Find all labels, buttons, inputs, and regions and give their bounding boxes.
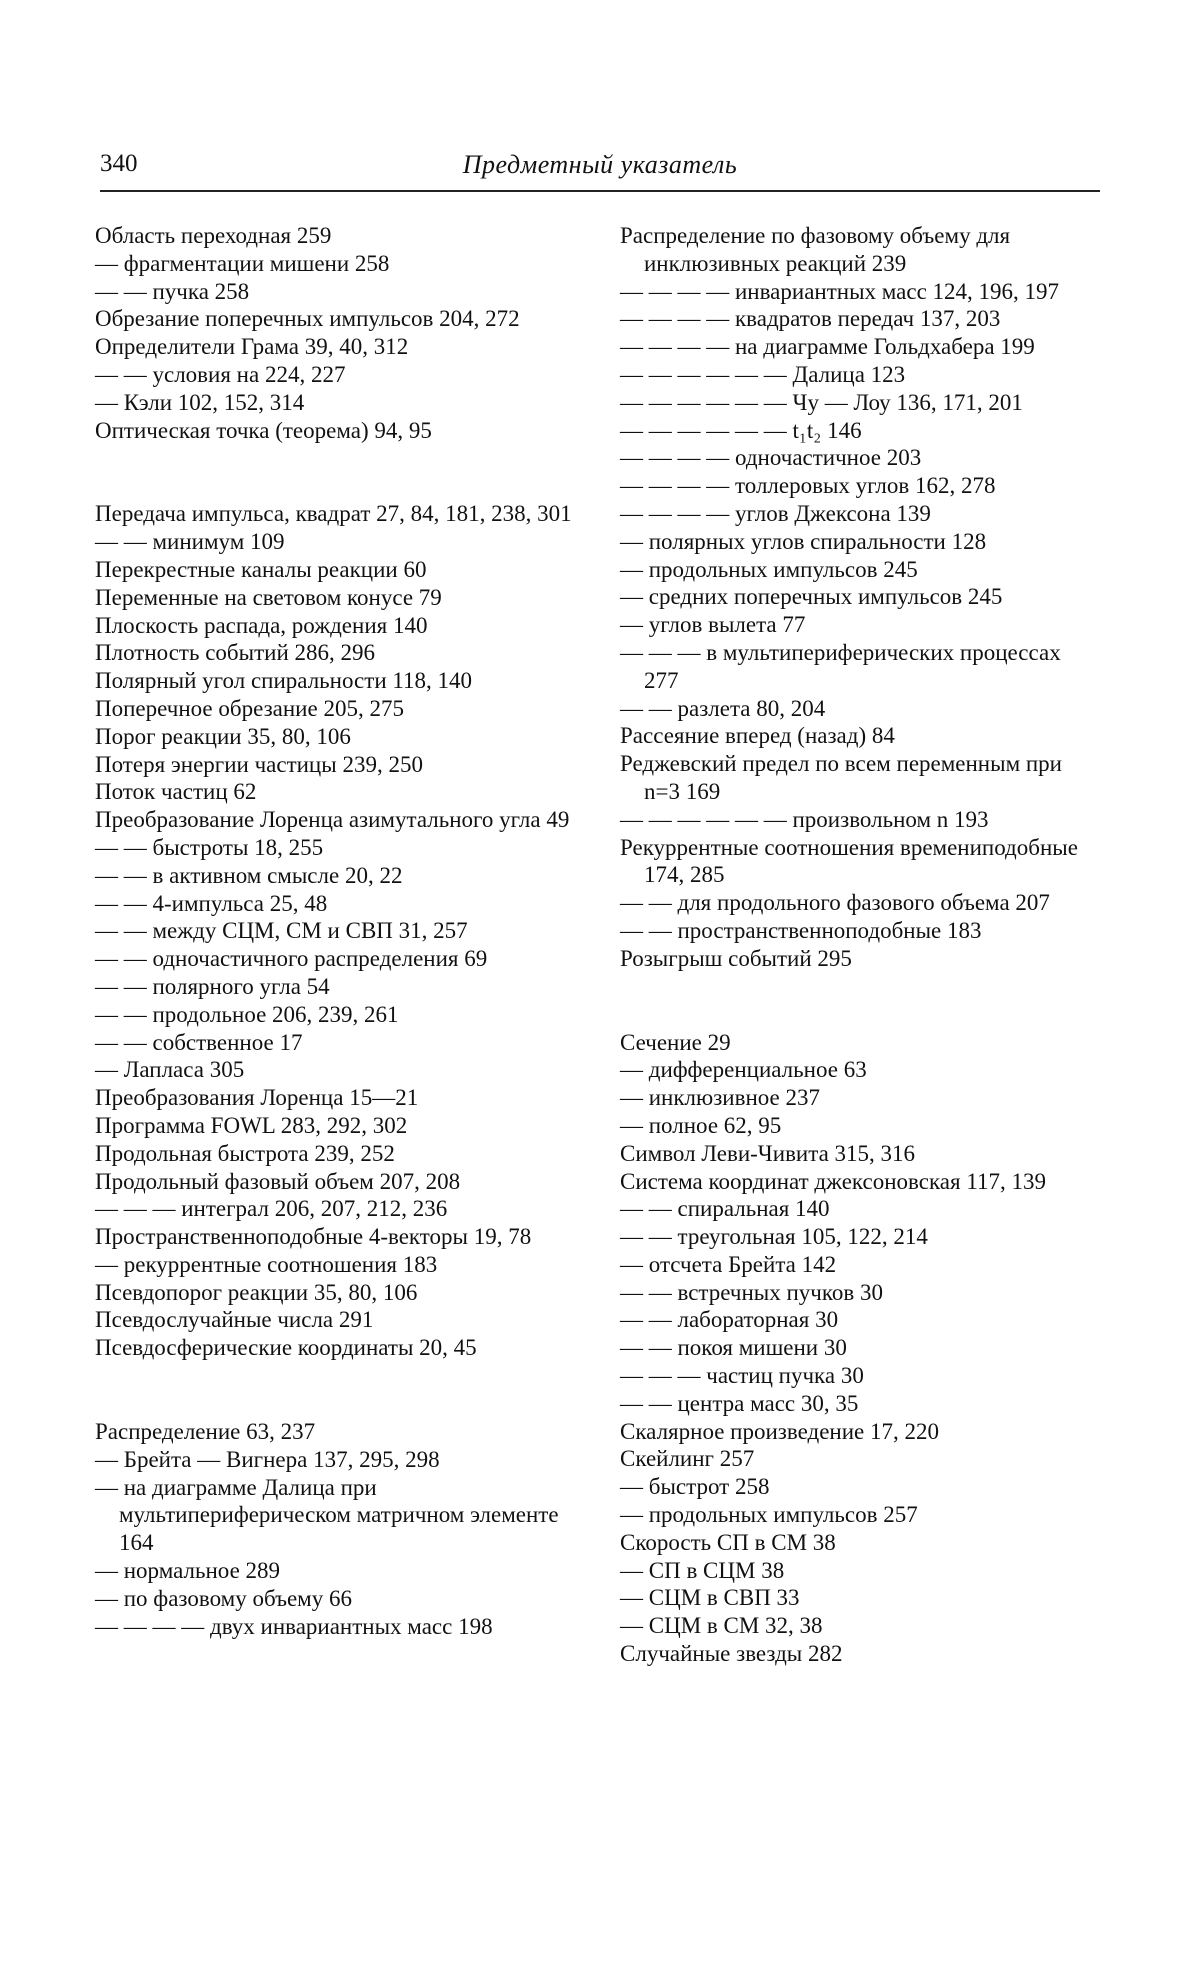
index-entry: — продольных импульсов 257 <box>620 1502 918 1528</box>
index-entry: — — продольное 206, 239, 261 <box>95 1001 399 1027</box>
index-entry: Преобразования Лоренца 15—21 <box>95 1085 419 1111</box>
index-entry: — — пучка 258 <box>95 278 250 304</box>
index-entry: — — — — — — произвольном n 193 <box>620 806 989 832</box>
index-entry: Скалярное произведение 17, 220 <box>620 1418 940 1444</box>
index-entry: Распределение по фазовому объему для инклюзивных реакций 239 <box>620 223 1011 276</box>
index-entry: — — спиральная 140 <box>620 1196 830 1222</box>
index-entry: Область переходная 259 <box>95 223 332 248</box>
index-entry: Поток частиц 62 <box>95 779 257 805</box>
index-entry: — — — — — — t₁t₂ 146 <box>620 417 862 443</box>
index-entry: Скорость СП в СМ 38 <box>620 1529 836 1555</box>
index-entry: — инклюзивное 237 <box>620 1085 821 1111</box>
letter-section-gap <box>95 444 575 500</box>
index-entry: Потеря энергии частицы 239, 250 <box>95 751 423 777</box>
index-entry: — средних поперечных импульсов 245 <box>620 584 1003 610</box>
index-entry: Случайные звезды 282 <box>620 1641 843 1667</box>
index-entry: — — — частиц пучка 30 <box>620 1363 864 1389</box>
index-entry: — — в активном смысле 20, 22 <box>95 862 403 888</box>
index-entry: Сечение 29 <box>620 1029 731 1055</box>
index-entry: Плоскость распада, рождения 140 <box>95 612 428 638</box>
index-entry: — — — — инвариантных масс 124, 196, 197 <box>620 278 1060 304</box>
index-entry: — отсчета Брейта 142 <box>620 1251 837 1277</box>
index-entry: — дифференциальное 63 <box>620 1057 867 1083</box>
index-entry: — — одночастичного распределения 69 <box>95 946 488 972</box>
index-entry: — — между СЦМ, СМ и СВП 31, 257 <box>95 918 468 944</box>
index-entry: — по фазовому объему 66 <box>95 1585 352 1611</box>
header-rule <box>100 190 1100 192</box>
index-entry: — — — — на диаграмме Гольдхабера 199 <box>620 334 1035 360</box>
index-entry: Перекрестные каналы реакции 60 <box>95 556 427 582</box>
index-entry: — быстрот 258 <box>620 1474 770 1500</box>
index-entry: — СП в СЦМ 38 <box>620 1557 785 1583</box>
index-entry: — — собственное 17 <box>95 1029 303 1055</box>
index-entry: Система координат джексоновская 117, 139 <box>620 1168 1046 1194</box>
index-entry: — Кэли 102, 152, 314 <box>95 389 305 415</box>
index-entry: — — — — одночастичное 203 <box>620 445 922 471</box>
index-entry: — Лапласа 305 <box>95 1057 245 1083</box>
index-entry: Псевдосферические координаты 20, 45 <box>95 1335 477 1361</box>
letter-section-gap <box>620 973 1100 1029</box>
index-entry: — — — интеграл 206, 207, 212, 236 <box>95 1196 448 1222</box>
index-entry: Пространственноподобные 4-векторы 19, 78 <box>95 1224 532 1250</box>
index-entry: — фрагментации мишени 258 <box>95 250 390 276</box>
index-entry: — нормальное 289 <box>95 1558 281 1584</box>
index-entry: Скейлинг 257 <box>620 1446 755 1472</box>
index-entry: — — — — квадратов передач 137, 203 <box>620 306 1001 332</box>
index-entry: — — разлета 80, 204 <box>620 695 826 721</box>
index-entry: — — полярного угла 54 <box>95 973 330 999</box>
index-entry: — — — — углов Джексона 139 <box>620 500 931 526</box>
index-entry: — — — — — — Чу — Лоу 136, 171, 201 <box>620 389 1023 415</box>
index-entry: Рекуррентные соотношения времениподобные 174, 285 <box>620 834 1078 888</box>
index-entry: — рекуррентные соотношения 183 <box>95 1251 438 1277</box>
index-entry: Преобразование Лоренца азимутального угла 49 <box>95 807 570 833</box>
page-number: 340 <box>100 150 138 177</box>
index-entry: Обрезание поперечных импульсов 204, 272 <box>95 306 520 332</box>
index-entry: Определители Грама 39, 40, 312 <box>95 334 409 360</box>
index-entry: — — — в мультипериферических процессах 277 <box>620 639 1061 693</box>
index-column-left <box>95 222 575 1640</box>
index-entry: Порог реакции 35, 80, 106 <box>95 723 351 749</box>
index-entry: — — быстроты 18, 255 <box>95 834 324 860</box>
index-entry: — СЦМ в СМ 32, 38 <box>620 1613 823 1639</box>
index-entry: Программа FOWL 283, 292, 302 <box>95 1112 408 1138</box>
index-entry: — — покоя мишени 30 <box>620 1335 847 1361</box>
index-entry: Символ Леви-Чивита 315, 316 <box>620 1140 916 1166</box>
index-entry: — — лабораторная 30 <box>620 1307 839 1333</box>
index-entry: — — — — двух инвариантных масс 198 <box>95 1613 493 1639</box>
index-entry: Оптическая точка (теорема) 94, 95 <box>95 417 432 443</box>
index-entry: — — встречных пучков 30 <box>620 1279 883 1305</box>
index-column-right <box>620 222 1100 1668</box>
index-entry: — — минимум 109 <box>95 529 285 555</box>
index-entry: — — условия на 224, 227 <box>95 361 346 387</box>
index-entry: — — — — толлеровых углов 162, 278 <box>620 473 996 499</box>
index-entry: — — треугольная 105, 122, 214 <box>620 1224 928 1250</box>
index-entry: — полное 62, 95 <box>620 1112 782 1138</box>
index-entry: Псевдослучайные числа 291 <box>95 1307 374 1333</box>
index-entry: — продольных импульсов 245 <box>620 556 918 582</box>
index-entry: Поперечное обрезание 205, 275 <box>95 695 404 721</box>
index-entry: — СЦМ в СВП 33 <box>620 1585 800 1611</box>
index-entry: — полярных углов спиральности 128 <box>620 528 987 554</box>
index-entry: Розыгрыш событий 295 <box>620 945 852 971</box>
index-entry: — — центра масс 30, 35 <box>620 1390 859 1416</box>
letter-section-gap <box>95 1362 575 1418</box>
index-entry: Реджевский предел по всем переменным при n=3 169 <box>620 751 1062 804</box>
page-header <box>100 150 1100 186</box>
index-entry: — — — — — — Далица 123 <box>620 361 906 387</box>
index-entry: Полярный угол спиральности 118, 140 <box>95 668 473 694</box>
index-entry: Рассеяние вперед (назад) 84 <box>620 723 895 749</box>
index-entry: — углов вылета 77 <box>620 612 806 638</box>
index-entry: Распределение 63, 237 <box>95 1419 316 1445</box>
index-entry: — на диаграмме Далица при мультипериферическом матричном элементе 164 <box>95 1474 559 1556</box>
index-entry: — — 4-импульса 25, 48 <box>95 890 328 916</box>
index-entry: Псевдопорог реакции 35, 80, 106 <box>95 1279 418 1305</box>
running-title: Предметный указатель <box>462 150 738 179</box>
index-entry: — Брейта — Вигнера 137, 295, 298 <box>95 1446 440 1472</box>
index-entry: Передача импульса, квадрат 27, 84, 181, 238, 301 <box>95 501 572 527</box>
index-entry: Продольный фазовый объем 207, 208 <box>95 1168 461 1194</box>
index-entry: Переменные на световом конусе 79 <box>95 584 442 610</box>
index-entry: Продольная быстрота 239, 252 <box>95 1140 395 1166</box>
index-entry: Плотность событий 286, 296 <box>95 640 375 666</box>
index-entry: — — пространственноподобные 183 <box>620 917 982 943</box>
index-entry: — — для продольного фазового объема 207 <box>620 890 1050 916</box>
